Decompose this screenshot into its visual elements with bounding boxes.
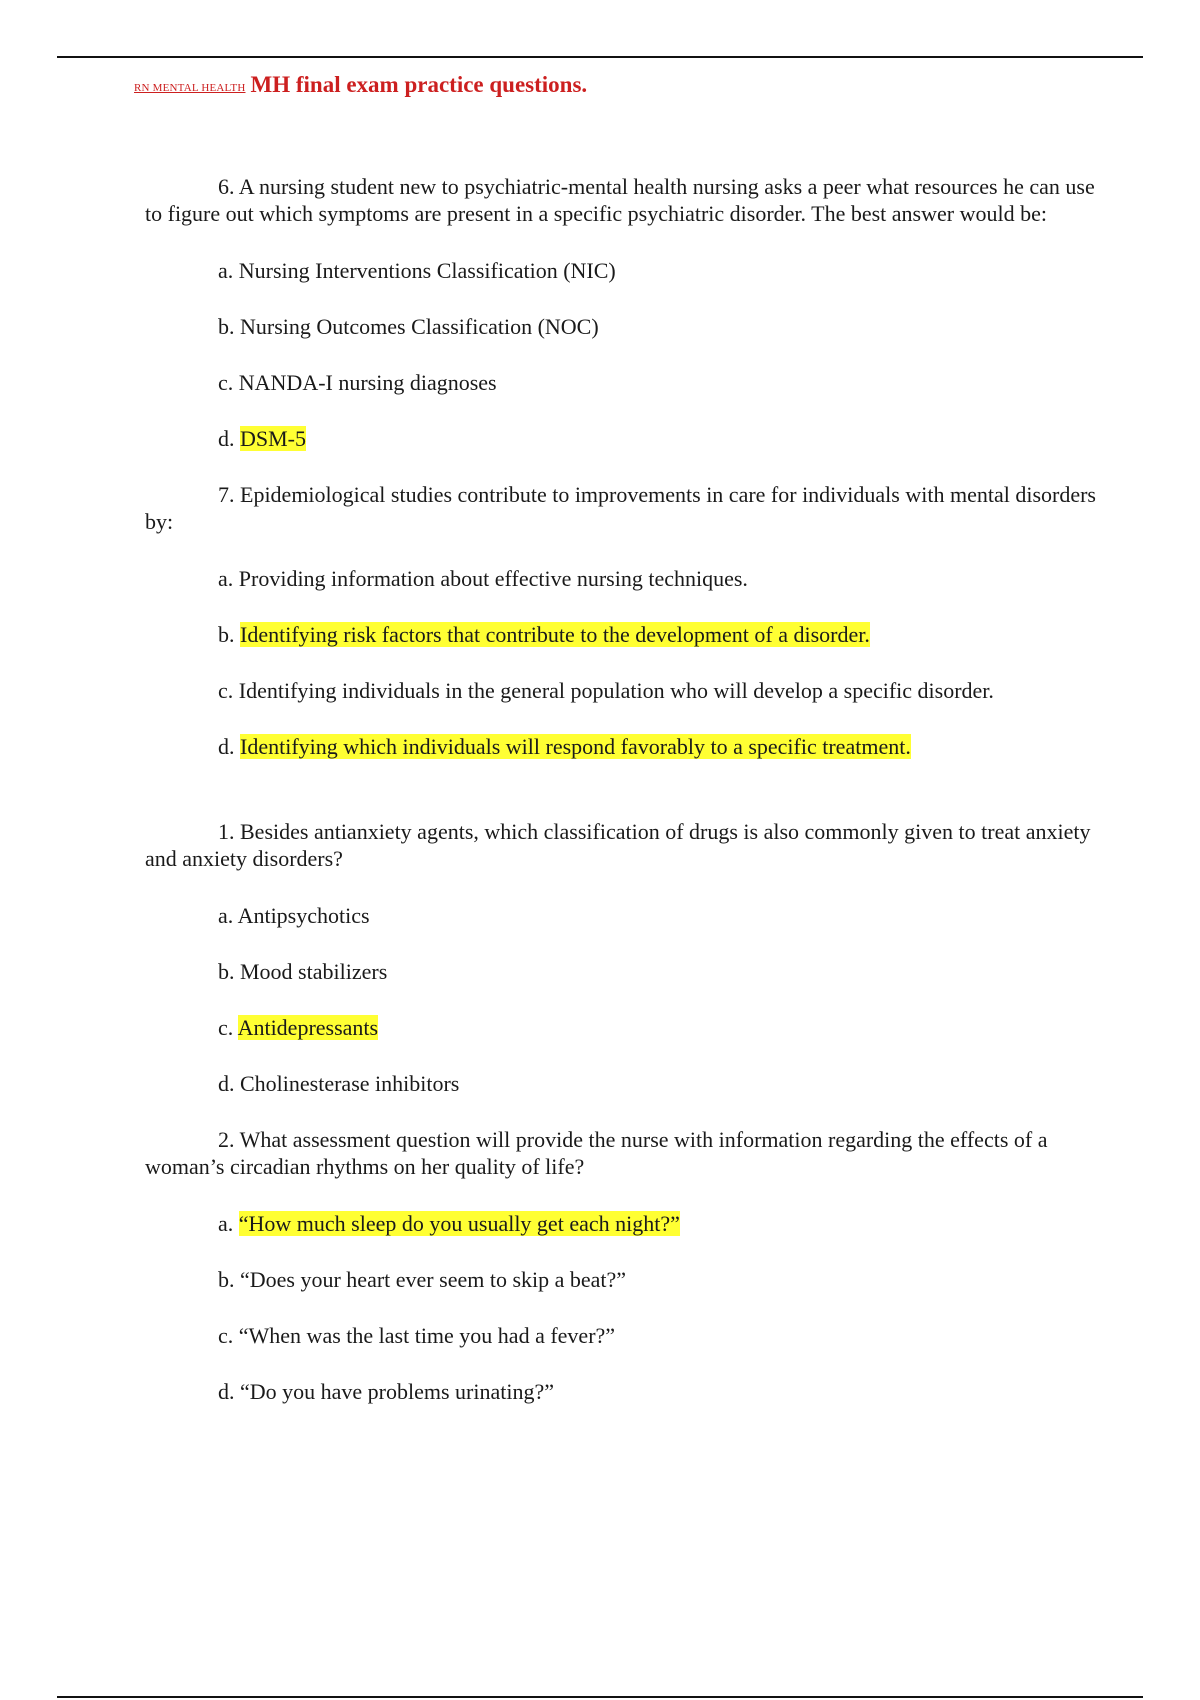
answer-option: d. Cholinesterase inhibitors — [218, 1071, 460, 1096]
highlighted-answer: “How much sleep do you usually get each night?” — [238, 1211, 680, 1236]
option-text: Mood stabilizers — [240, 959, 388, 984]
highlighted-answer: Antidepressants — [237, 1015, 379, 1040]
answer-option: a. Nursing Interventions Classification (NIC) — [218, 258, 616, 283]
answer-option: a. Antipsychotics — [218, 903, 370, 928]
highlighted-answer: Identifying risk factors that contribute to the development of a disorder. — [240, 622, 870, 647]
question-stem: 2. What assessment question will provide the nurse with information regarding the effects of a woman’s circadian rhythms on her quality of life? — [145, 1127, 1048, 1179]
answer-option: c. Identifying individuals in the general population who will develop a specific disorder. — [218, 678, 994, 703]
answer-option: c. NANDA-I nursing diagnoses — [218, 370, 497, 395]
question-stem: 7. Epidemiological studies contribute to improvements in care for individuals with mental disorders by: — [145, 482, 1096, 534]
question-block — [145, 818, 1105, 1097]
option-text: Providing information about effective nursing techniques. — [238, 566, 748, 591]
answer-option-correct: a. “How much sleep do you usually get each night?” — [218, 1211, 680, 1236]
answer-option-correct: b. Identifying risk factors that contribute to the development of a disorder. — [218, 622, 870, 647]
option-text: Nursing Interventions Classification (NIC) — [238, 258, 616, 283]
question-stem: 1. Besides antianxiety agents, which classification of drugs is also commonly given to treat anxiety and anxiety disorders? — [145, 819, 1091, 871]
answer-option: b. Mood stabilizers — [218, 959, 388, 984]
bottom-divider — [57, 1696, 1143, 1698]
answer-option: c. “When was the last time you had a fever?” — [218, 1323, 616, 1348]
page-title: MH final exam practice questions. — [250, 72, 588, 97]
option-text: “When was the last time you had a fever?” — [238, 1323, 616, 1348]
questions-content — [145, 173, 1105, 1405]
answer-option-correct: c. Antidepressants — [218, 1015, 379, 1040]
option-text: “Do you have problems urinating?” — [240, 1379, 555, 1404]
option-text: Antipsychotics — [237, 903, 370, 928]
top-divider — [57, 56, 1143, 58]
answer-option: d. “Do you have problems urinating?” — [218, 1379, 555, 1404]
question-block — [145, 481, 1105, 760]
highlighted-answer: Identifying which individuals will respond favorably to a specific treatment. — [240, 734, 911, 759]
option-text: “Does your heart ever seem to skip a beat?” — [240, 1267, 627, 1292]
answer-option: a. Providing information about effective nursing techniques. — [218, 566, 748, 591]
answer-option: b. “Does your heart ever seem to skip a beat?” — [218, 1267, 627, 1292]
option-text: Identifying individuals in the general population who will develop a specific disorder. — [238, 678, 994, 703]
option-text: NANDA-I nursing diagnoses — [238, 370, 497, 395]
highlighted-answer: DSM-5 — [240, 426, 307, 451]
page-header — [134, 72, 587, 98]
answer-option-correct: d. DSM-5 — [218, 426, 307, 451]
answer-option: b. Nursing Outcomes Classification (NOC) — [218, 314, 599, 339]
option-text: Nursing Outcomes Classification (NOC) — [240, 314, 599, 339]
question-stem: 6. A nursing student new to psychiatric-mental health nursing asks a peer what resources he can use to figure out which symptoms are present in a specific psychiatric disorder. The best answer would be: — [145, 174, 1095, 226]
question-block — [145, 173, 1105, 452]
answer-option-correct: d. Identifying which individuals will respond favorably to a specific treatment. — [218, 734, 911, 759]
header-label: RN MENTAL HEALTH — [134, 82, 246, 94]
question-block — [145, 1126, 1105, 1405]
option-text: Cholinesterase inhibitors — [240, 1071, 460, 1096]
